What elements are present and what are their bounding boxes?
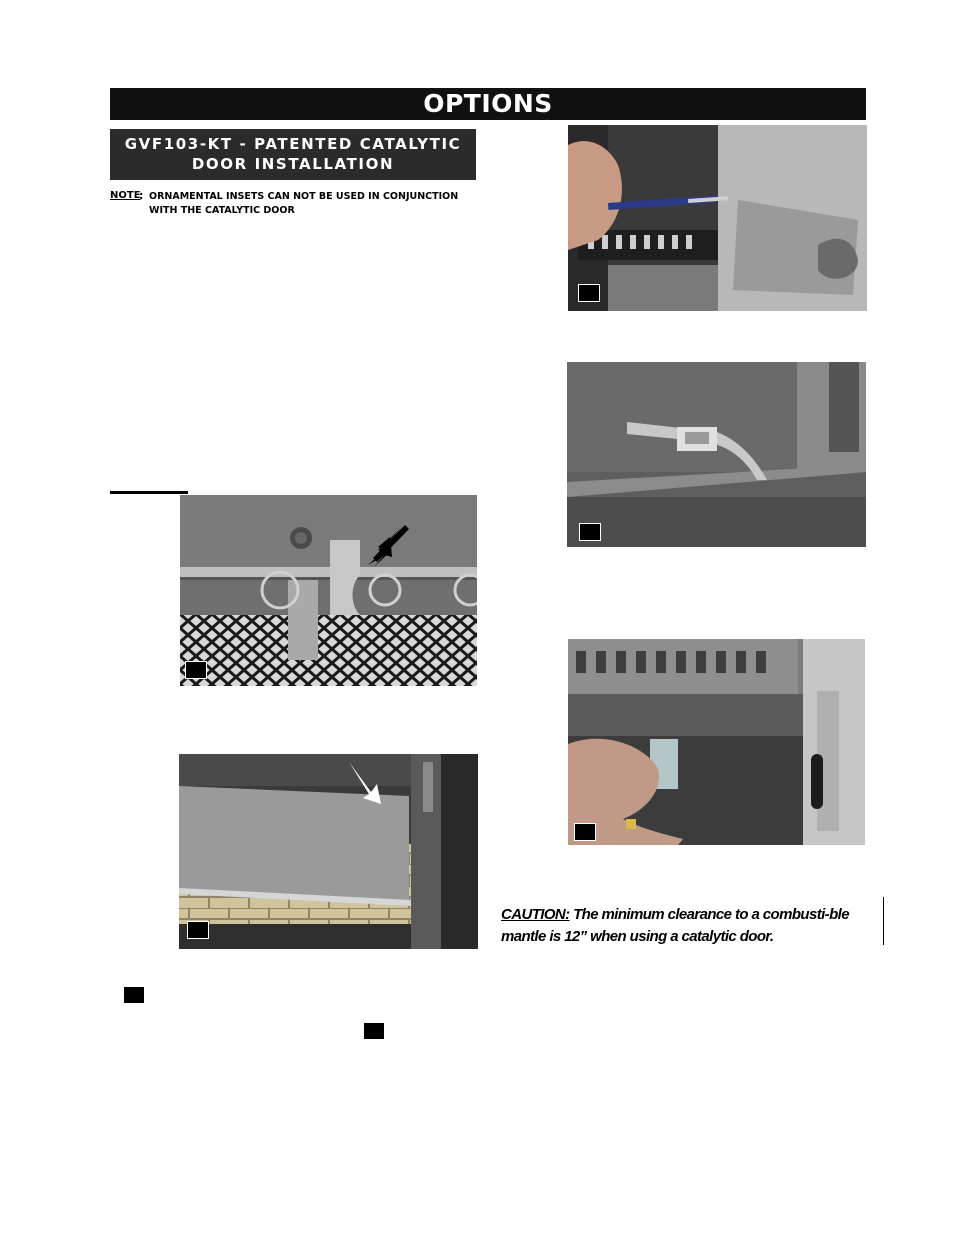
caution-side-rule <box>883 897 884 945</box>
photo-screwdriver <box>568 125 867 311</box>
step-marker-box <box>364 1023 384 1039</box>
page-header-title: OPTIONS <box>110 88 866 120</box>
caution-notice <box>501 904 873 948</box>
photo-marker-box <box>187 921 209 939</box>
note-text: ORNAMENTAL INSETS CAN NOT BE USED IN CONJUNCTION WITH THE CATALYTIC DOOR <box>149 191 459 216</box>
caution-text: The minimum clearance to a combusti-ble mantle is 12” when using a catalytic door. <box>501 906 849 945</box>
section-title-line-1: GVF103-KT - PATENTED CATALYTIC <box>124 135 462 153</box>
photo-marker-box <box>579 523 601 541</box>
divider-rule <box>110 491 188 494</box>
note-label: NOTE <box>110 190 141 201</box>
photo-marker-box <box>574 823 596 841</box>
photo-marker-box <box>578 284 600 302</box>
photo-screen-hook <box>180 495 477 686</box>
photo-latch <box>568 639 865 845</box>
section-title <box>110 129 476 180</box>
caution-label: CAUTION: <box>501 906 570 923</box>
step-marker-box <box>124 987 144 1003</box>
photo-brick-panel <box>179 754 478 949</box>
note-colon: : <box>139 189 144 202</box>
photo-marker-box <box>185 661 207 679</box>
section-title-line-2: DOOR INSTALLATION <box>191 155 395 173</box>
photo-clip <box>567 362 866 547</box>
